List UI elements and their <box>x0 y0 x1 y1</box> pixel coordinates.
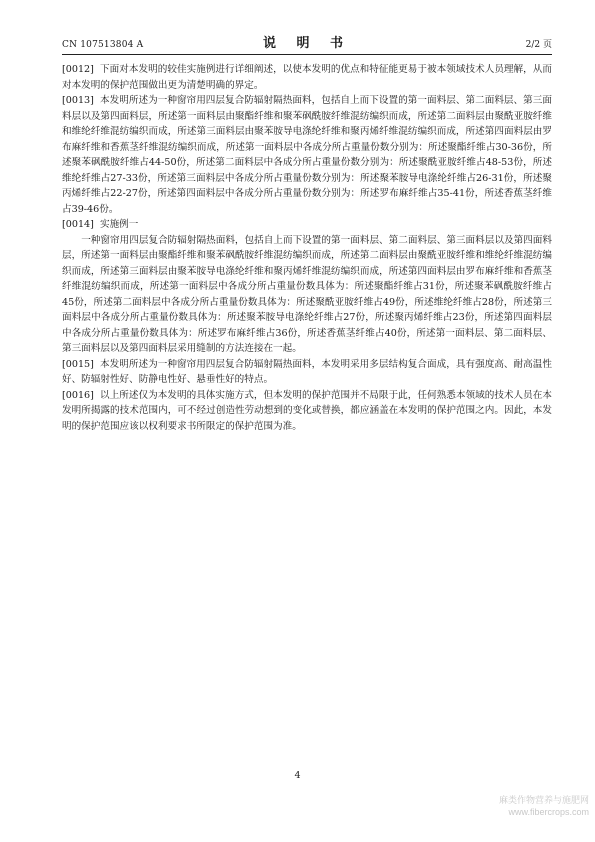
watermark-site-name: 麻类作物营养与施肥网 <box>498 795 589 805</box>
paragraph-number: [0013] <box>62 95 94 106</box>
paragraph-text: 以上所述仅为本发明的具体实施方式，但本发明的保护范围并不局限于此，任何熟悉本领域的技术人员在本发明所揭露的技术范围内，可不经过创造性劳动想到的变化或替换，都应涵盖在本发明的保护范围之内。因此，本发明的保护范围应该以权利要求书所限定的保护范围为准。 <box>62 389 552 432</box>
document-body <box>62 62 552 434</box>
paragraph-number: [0015] <box>62 358 94 370</box>
page-number: 4 <box>294 770 301 781</box>
watermark-url: www.fibercrops.com <box>508 807 589 817</box>
page-header <box>62 34 552 55</box>
example-one-text: 一种窗帘用四层复合防辐射隔热面料，包括自上而下设置的第一面料层、第二面料层、第三面料层以及第四面料层，所述第一面料层由聚酯纤维和聚苯砜酰胺纤维混纺编织而成，所述第二面料层由聚酰亚胺纤维和维纶纤维混纺编织而成，所述第三面料层由聚苯胺导电涤纶纤维和聚丙烯纤维混纺编织而成，所述第四面料层由罗布麻纤维和香蕉茎纤维混纺编织而成，所述第一面料层中各成分所占重量份数具体为：所述聚酯纤维占31份，所述聚苯砜酰胺纤维占45份，所述第二面料层中各成分所占重量份数具体为：所述聚酰亚胺纤维占49份，所述维纶纤维占28份，所述第三面料层中各成分所占重量份数具体为：所述聚苯胺导电涤纶纤维占27份，所述聚丙烯纤维占23份，所述第四面料层中各成分所占重量份数具体为：所述罗布麻纤维占36份，所述香蕉茎纤维占40份，所述第一面料层、第二面料层、第三面料层以及第四面料层采用缝制的方法连接在一起。 <box>62 234 552 354</box>
paragraph-0016 <box>62 388 552 435</box>
paragraph-number: [0016] <box>62 389 94 401</box>
paragraph-number: [0012] <box>62 64 94 75</box>
paragraph-text: 实施例一 <box>100 219 139 230</box>
paragraph-0015 <box>62 357 552 388</box>
document-title: 说 明 书 <box>262 36 352 51</box>
page-info: 2/2 页 <box>525 40 552 50</box>
paragraph-text: 本发明所述为一种窗帘用四层复合防辐射隔热面料，本发明采用多层结构复合面成，具有强度高、耐高温性好、防辐射性好、防静电性好、悬垂性好的特点。 <box>62 358 552 385</box>
paragraph-0012 <box>62 62 552 93</box>
paragraph-0014 <box>62 217 552 233</box>
paragraph-text: 本发明所述为一种窗帘用四层复合防辐射隔热面料，包括自上而下设置的第一面料层、第二面料层、第三面料层以及第四面料层，所述第一面料层由聚酯纤维和聚苯砜酰胺纤维混纺编织而成，所述第二面料层由聚酰亚胺纤维和维纶纤维混纺编织而成，所述第三面料层由聚苯胺导电涤纶纤维和聚丙烯纤维混纺编织而成，所述第四面料层由罗布麻纤维和香蕉茎纤维混纺编织而成，所述第一面料层中各成分所占重量份数分别为：所述聚酯纤维占30-36份，所述聚苯砜酰胺纤维占44-50份，所述第二面料层中各成分所占重量份数分别为：所述聚酰亚胺纤维占48-53份，所述维纶纤维占27-33份，所述第三面料层中各成分所占重量份数分别为：所述聚苯胺导电涤纶纤维占26-31份，所述聚丙烯纤维占22-27份，所述第四面料层中各成分所占重量份数分别为：所述罗布麻纤维占35-41份，所述香蕉茎纤维占39-46份。 <box>62 95 552 215</box>
paragraph-text: 下面对本发明的较佳实施例进行详细阐述，以使本发明的优点和特征能更易于被本领域技术人员理解，从而对本发明的保护范围做出更为清楚明确的界定。 <box>62 64 552 91</box>
watermark <box>499 794 589 818</box>
paragraph-number: [0014] <box>62 219 94 230</box>
paragraph-0013 <box>62 93 552 217</box>
document-number: CN 107513804 A <box>62 40 144 50</box>
